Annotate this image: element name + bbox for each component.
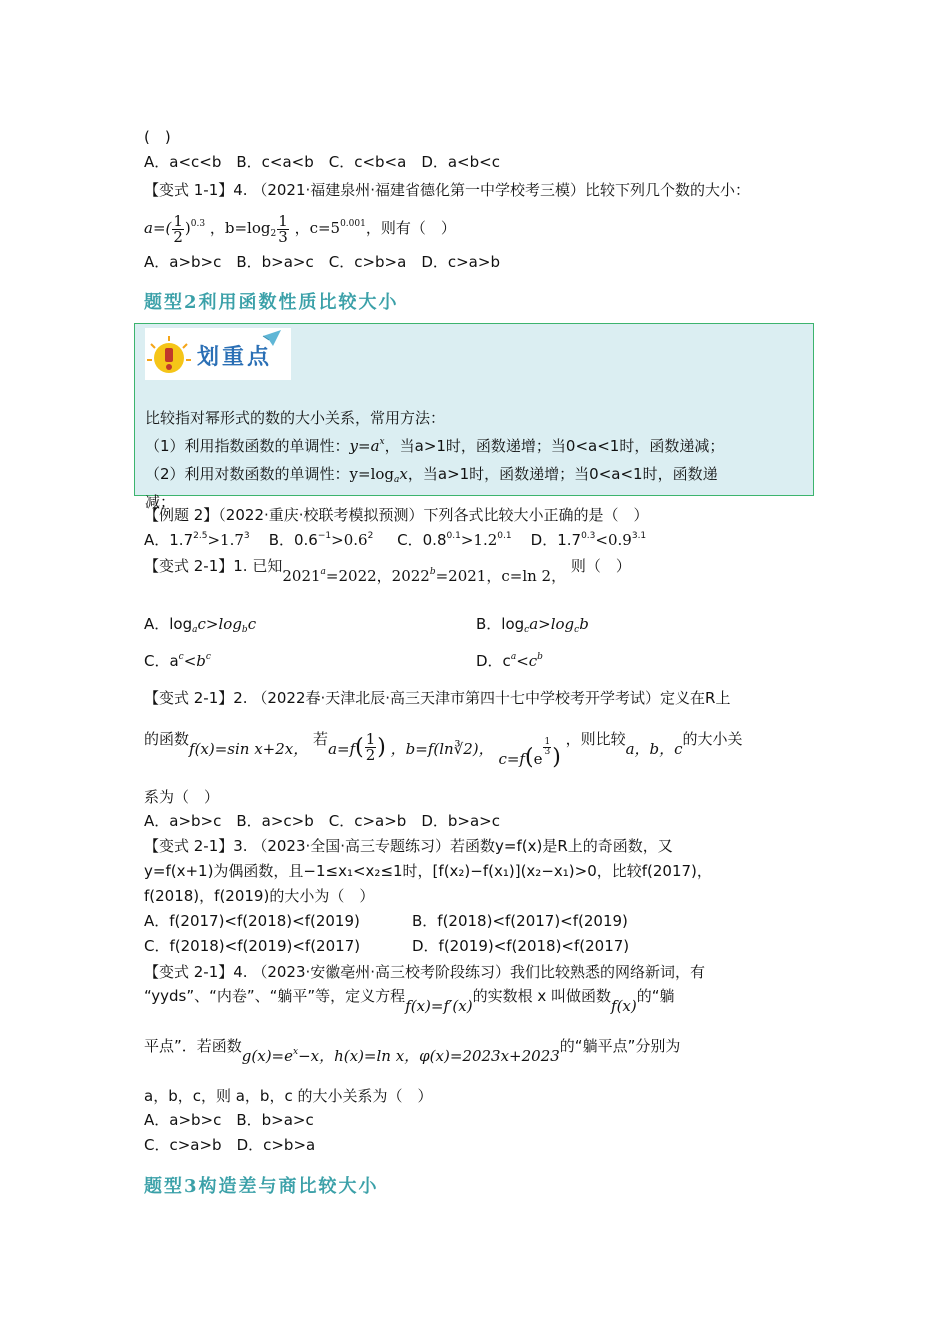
section-3-title: 题型3构造差与商比较大小 [144, 1176, 379, 1197]
box-line-1: 比较指对幂形式的数的大小关系，常用方法： [145, 409, 446, 427]
options-top: A．a<c<b B．c<a<b C．c<b<a D．a<b<c [144, 153, 500, 171]
variant-2-1-3-line-1: 【变式 2-1】3. （2023·全国·高三专题练习）若函数y=f(x)是R上的奇函数，又 [144, 837, 673, 855]
section-2-title: 题型2利用函数性质比较大小 [144, 292, 399, 313]
variant-2-1-3-option-d: D．f(2019)<f(2018)<f(2017) [412, 937, 630, 955]
frac-half: $\frac{1}{2}$ [173, 211, 183, 246]
variant-2-1-4-line-3: 平点”．若函数$g(x)=e^x-x$，h(x)=ln x，φ(x)=2023x+2023的“躺平点”分别为 [144, 1037, 681, 1065]
box-line-4: 减； [145, 493, 176, 511]
variant-2-1-4-options-ab: A．a>b>c B．b>a>c [144, 1111, 314, 1129]
variant-2-1-3-line-2: y=f(x+1)为偶函数，且−1≤x₁<x₂≤1时，[f(x₂)−f(x₁)](x₂−x₁)>0，比较f(2017)， [144, 862, 712, 880]
variant-1-1-options: A．a>b>c B．b>a>c C．c>b>a D．c>a>b [144, 253, 500, 271]
variant-2-1-1-option-c: C．$a^c<b^c$ [144, 652, 211, 670]
variant-2-1-3-line-3: f(2018)，f(2019)的大小为（ ） [144, 887, 375, 905]
key-points-box [134, 323, 814, 511]
variant-1-1-formula: a=( $\frac{1}{2}$ )$^{0.3}$ ，$b=\log_2$ $\frac{1}{3}$ ，$c=5^{0.001}$，则有（ ） [144, 211, 456, 246]
variant-2-1-1-option-a: A．$\log_ac>\log_bc$ [144, 615, 257, 635]
variant-1-1-intro: 【变式 1-1】4. （2021·福建泉州·福建省德化第一中学校考三模）比较下列几个数的大小： [144, 181, 751, 199]
variant-2-1-3-option-b: B．f(2018)<f(2017)<f(2019) [412, 912, 628, 930]
variant-2-1-3-option-a: A．f(2017)<f(2018)<f(2019) [144, 912, 360, 930]
example-2-options: A．$1.7^{2.5}>1.7^3$ B．$0.6^{-1}>0.6^2$ C．$0.8^{0.1}>1.2^{0.1}$ D．$1.7^{0.3}<0.9^{3.1}$ [144, 531, 647, 549]
badge-text: 划重点 [197, 344, 273, 370]
variant-2-1-4-line-4: a，b，c，则 a，b，c 的大小关系为（ ） [144, 1087, 433, 1105]
box-line-2: （1）利用指数函数的单调性：$y=a^x$，当a>1时，函数递增；当0<a<1时，函数递减； [145, 437, 725, 455]
variant-2-1-4-line-2: “yyds”、“内卷”、“躺平”等，定义方程f(x)=f′(x)的实数根 x 叫做函数f(x)的“躺 [144, 987, 675, 1015]
variant-2-1-1-option-b: B．$\log_ca>\log_cb$ [476, 615, 589, 635]
b-lhs: ，b=log [209, 219, 271, 237]
variant-2-1-2-options: A．a>b>c B．a>c>b C．c>a>b D．b>a>c [144, 812, 500, 830]
variant-2-1-4-options-cd: C．c>a>b D．c>b>a [144, 1136, 316, 1154]
box-line-3: （2）利用对数函数的单调性：$y=\log_ax$，当a>1时，函数递增；当0<a<1时，函数递 [145, 465, 718, 485]
c-lhs: ，c=5 [294, 219, 341, 237]
variant-2-1-1-intro: 【变式 2-1】1. 已知$2021^a=2022$，$2022^b=2021$，c=ln 2， 则（ ） [144, 557, 631, 585]
key-points-badge [145, 328, 291, 380]
frac-third: $\frac{1}{3}$ [278, 211, 288, 246]
example-2-title: 【例题 2】（2022·重庆·校联考模拟预测）下列各式比较大小正确的是（ ） [144, 506, 649, 524]
variant-2-1-2-formula: 的函数f(x)=sin x+2x， 若a=f( $\frac{1}{2}$ ) ，b=f(ln∛2)， c=f(e $\frac{1}{3}$ ) ，则比较a，b，c的大小关 [144, 730, 743, 770]
variant-2-1-2-intro: 【变式 2-1】2. （2022春·天津北辰·高三天津市第四十七中学校考开学考试）定义在R上 [144, 689, 731, 707]
paren-blank: ( ) [144, 128, 171, 146]
variant-2-1-3-option-c: C．f(2018)<f(2019)<f(2017) [144, 937, 361, 955]
variant-2-1-2-ask: 系为（ ） [144, 788, 220, 806]
a-lhs: a=( [144, 219, 172, 237]
variant-2-1-1-option-d: D．$c^a<c^b$ [476, 652, 543, 670]
variant-2-1-4-line-1: 【变式 2-1】4. （2023·安徽亳州·高三校考阶段练习）我们比较熟悉的网络新词，有 [144, 963, 706, 981]
